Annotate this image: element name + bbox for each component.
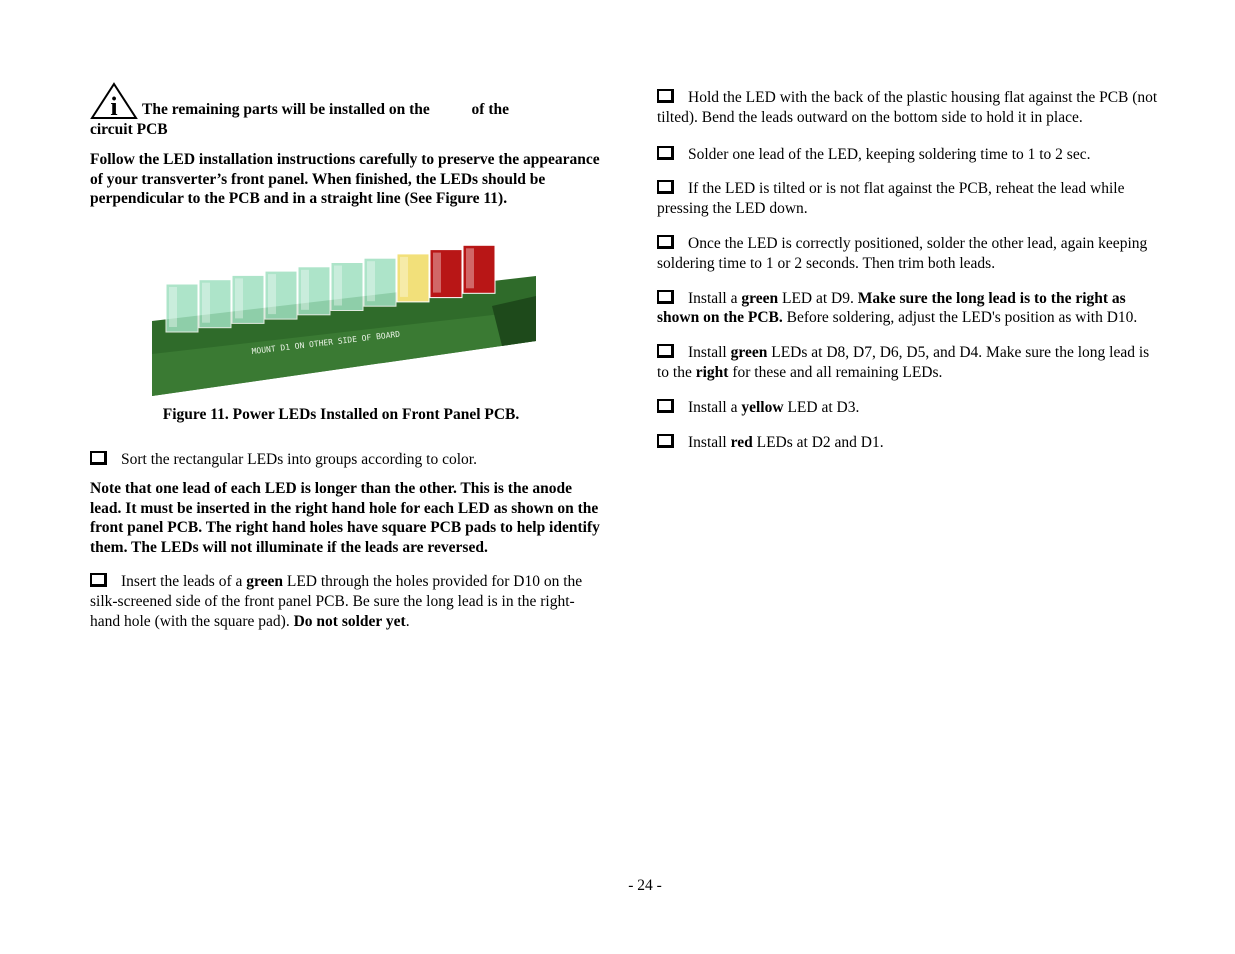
page-number: - 24 - (628, 877, 662, 894)
step-hold-text: Hold the LED with the back of the plastic housing flat against the PCB (not tilted). Bend the leads outward on the bottom side to hold it in place. (657, 89, 1158, 126)
led-pcb-photo (152, 236, 536, 396)
checkbox-icon[interactable] (657, 344, 674, 358)
step-solder-one (657, 145, 1162, 165)
intro-text: The remaining parts will be installed on the (142, 101, 430, 118)
step-d2-text2: LEDs at D2 and D1. (752, 433, 884, 451)
step-d8-text2: LEDs at D8, D7, D6, D5, and D4. Make sure the long lead is to the (657, 344, 1150, 381)
step-d9-text2: LED at D9. (778, 289, 858, 307)
led-highlight-3 (235, 279, 243, 319)
step-d8-bold2: right (695, 363, 729, 381)
step-d9-bold: green (741, 289, 779, 307)
led-highlight-6 (334, 266, 342, 306)
step-hold (657, 88, 1162, 128)
checkbox-icon[interactable] (657, 290, 674, 304)
led-highlight-2 (202, 283, 210, 323)
step-insert-text2: LED through the holes provided for D10 on the silk-screened side of the front panel PCB. Be sure the long lead is in the right-hand hole (with the square pad). (90, 572, 583, 630)
step-tilted-text: If the LED is tilted or is not flat against the PCB, reheat the lead while pressing the LED down. (657, 180, 1125, 218)
intro-text-line2: circuit PCB (90, 121, 168, 138)
step-insert-bold: green (246, 572, 283, 590)
right-column (657, 88, 1162, 465)
step-sort (90, 450, 602, 470)
led-highlight-4 (268, 274, 276, 314)
led-highlight-10 (466, 248, 474, 288)
silkscreen-text: MOUNT D1 ON OTHER SIDE OF BOARD (251, 329, 401, 357)
checkbox-icon[interactable] (90, 451, 107, 465)
checkbox-icon[interactable] (657, 146, 674, 160)
caution-intro (90, 82, 602, 140)
step-insert (90, 572, 602, 631)
step-once-text: Once the LED is correctly positioned, solder the other lead, again keeping soldering time to 1 or 2 seconds. Then trim both leads. (657, 234, 1148, 272)
step-d9-text: Install a (688, 289, 742, 307)
step-insert-end: . (405, 612, 410, 630)
step-d3-text: Install a (688, 398, 742, 416)
step-d8-text: Install (688, 344, 731, 362)
led-highlight-7 (367, 261, 375, 301)
caution-icon (90, 82, 138, 120)
step-insert-text: Insert the leads of a (121, 572, 247, 590)
step-d8 (657, 343, 1162, 383)
step-d8-text3: for these and all remaining LEDs. (728, 363, 943, 381)
figure-11-image (152, 236, 536, 396)
step-d2-text: Install (688, 433, 731, 451)
led-highlight-1 (169, 287, 177, 327)
intro-text-end: of the (471, 101, 509, 118)
step-d3-bold: yellow (741, 398, 784, 416)
step-d9-text3: Before soldering, adjust the LED's position as with D10. (782, 309, 1138, 327)
led-highlight-8 (400, 257, 408, 297)
step-d2-bold: red (730, 433, 753, 451)
left-column (90, 82, 602, 631)
step-d2 (657, 433, 1162, 453)
step-sort-text: Sort the rectangular LEDs into groups according to color. (121, 450, 477, 468)
step-tilted (657, 179, 1162, 219)
anode-note: Note that one lead of each LED is longer than the other. This is the anode lead. It must be inserted in the right hand hole for each LED as shown on the front panel PCB. The right hand holes have square PCB pads to help identify them. The LEDs will not illuminate if the leads are reversed. (90, 479, 600, 557)
led-highlight-5 (301, 270, 309, 310)
svg-text:i: i (110, 92, 118, 120)
step-d9-bold2: Make sure the long lead is to the right as shown on the PCB. (657, 289, 1126, 327)
checkbox-icon[interactable] (657, 399, 674, 413)
step-once (657, 234, 1162, 274)
checkbox-icon[interactable] (657, 434, 674, 448)
checkbox-icon[interactable] (657, 89, 674, 103)
checkbox-icon[interactable] (90, 573, 107, 587)
step-solder-one-text: Solder one lead of the LED, keeping soldering time to 1 to 2 sec. (688, 145, 1091, 163)
figure-caption: Figure 11. Power LEDs Installed on Front Panel PCB. (162, 406, 520, 424)
led-highlight-9 (433, 253, 441, 293)
step-d8-bold: green (730, 344, 768, 362)
step-d9 (657, 289, 1162, 329)
checkbox-icon[interactable] (657, 235, 674, 249)
led-instructions-para: Follow the LED installation instructions carefully to preserve the appearance of your transverter’s front panel. When finished, the LEDs should be perpendicular to the PCB and in a straight line (See Figure 11). (90, 150, 600, 208)
step-d3-text2: LED at D3. (783, 398, 860, 416)
step-insert-bold2: Do not solder yet (293, 612, 406, 630)
checkbox-icon[interactable] (657, 180, 674, 194)
step-d3 (657, 398, 1162, 418)
